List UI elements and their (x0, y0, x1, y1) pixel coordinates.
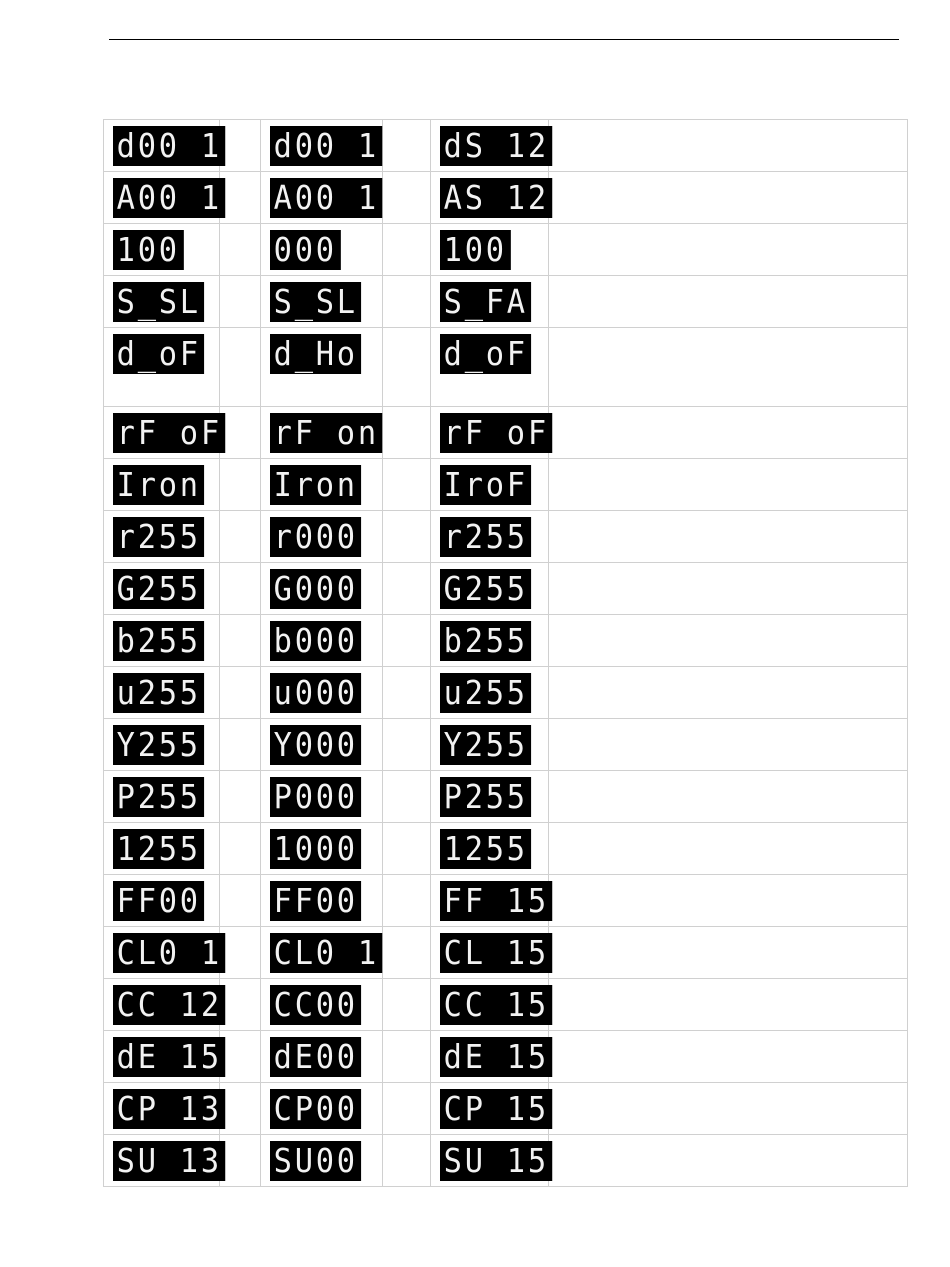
display-default-cell (104, 120, 220, 172)
description-cell (549, 667, 908, 719)
display-max-cell (431, 511, 549, 563)
menu-row (104, 667, 908, 719)
menu-row (104, 927, 908, 979)
display-default-lcd: FF00 (113, 881, 205, 921)
display-default-cell (104, 276, 220, 328)
spacer-cell (220, 120, 261, 172)
menu-row (104, 459, 908, 511)
menu-row (104, 771, 908, 823)
display-default-lcd: d_oF (113, 334, 205, 374)
spacer-cell (383, 224, 431, 276)
display-max-lcd: CL 15 (440, 933, 553, 973)
display-default-lcd: SU 13 (113, 1141, 226, 1181)
display-default-lcd: Iron (113, 465, 205, 505)
display-max-cell (431, 667, 549, 719)
description-cell (549, 1083, 908, 1135)
display-default-cell (104, 1031, 220, 1083)
description-cell (549, 459, 908, 511)
description-cell (549, 407, 908, 459)
display-max-cell (431, 719, 549, 771)
menu-row (104, 328, 908, 407)
display-default-lcd: G255 (113, 569, 205, 609)
display-max-cell (431, 120, 549, 172)
spacer-cell (220, 667, 261, 719)
spacer-cell (383, 511, 431, 563)
display-max-lcd: dE 15 (440, 1037, 553, 1077)
display-max-lcd: b255 (440, 621, 532, 661)
display-min-cell (261, 407, 383, 459)
description-cell (549, 979, 908, 1031)
spacer-cell (383, 1135, 431, 1187)
display-max-cell (431, 771, 549, 823)
display-default-lcd: 100 (113, 230, 183, 270)
display-default-lcd: b255 (113, 621, 205, 661)
display-min-cell (261, 1083, 383, 1135)
description-cell (549, 823, 908, 875)
display-default-lcd: rF oF (113, 413, 226, 453)
display-min-cell (261, 120, 383, 172)
menu-table-body (104, 120, 908, 1187)
menu-row (104, 875, 908, 927)
description-cell (549, 563, 908, 615)
spacer-cell (383, 719, 431, 771)
display-max-lcd: IroF (440, 465, 532, 505)
display-max-lcd: CC 15 (440, 985, 553, 1025)
display-min-lcd: A00 1 (270, 178, 383, 218)
display-min-lcd: r000 (270, 517, 362, 557)
display-min-cell (261, 1031, 383, 1083)
description-cell (549, 276, 908, 328)
display-default-cell (104, 563, 220, 615)
display-min-lcd: 1000 (270, 829, 362, 869)
menu-row (104, 1031, 908, 1083)
spacer-cell (383, 328, 431, 407)
display-min-lcd: dE00 (270, 1037, 362, 1077)
display-min-cell (261, 276, 383, 328)
display-default-cell (104, 1083, 220, 1135)
display-max-lcd: G255 (440, 569, 532, 609)
display-default-cell (104, 823, 220, 875)
display-max-lcd: CP 15 (440, 1089, 553, 1129)
spacer-cell (383, 563, 431, 615)
display-max-cell (431, 615, 549, 667)
display-min-lcd: CL0 1 (270, 933, 383, 973)
display-min-cell (261, 224, 383, 276)
display-max-cell (431, 224, 549, 276)
menu-row (104, 823, 908, 875)
display-default-cell (104, 407, 220, 459)
display-default-cell (104, 719, 220, 771)
spacer-cell (220, 615, 261, 667)
spacer-cell (220, 172, 261, 224)
spacer-cell (383, 667, 431, 719)
menu-row (104, 979, 908, 1031)
spacer-cell (383, 459, 431, 511)
display-max-lcd: rF oF (440, 413, 553, 453)
display-default-lcd: u255 (113, 673, 205, 713)
spacer-cell (220, 875, 261, 927)
display-min-lcd: 000 (270, 230, 340, 270)
spacer-cell (383, 875, 431, 927)
spacer-cell (220, 328, 261, 407)
display-max-cell (431, 407, 549, 459)
display-max-cell (431, 563, 549, 615)
display-default-cell (104, 1135, 220, 1187)
spacer-cell (220, 459, 261, 511)
description-cell (549, 1135, 908, 1187)
description-cell (549, 511, 908, 563)
menu-row (104, 563, 908, 615)
display-max-lcd: r255 (440, 517, 532, 557)
header-rule (109, 39, 899, 40)
display-default-lcd: CL0 1 (113, 933, 226, 973)
display-default-lcd: CC 12 (113, 985, 226, 1025)
spacer-cell (220, 224, 261, 276)
display-min-lcd: rF on (270, 413, 383, 453)
display-max-cell (431, 459, 549, 511)
display-max-lcd: SU 15 (440, 1141, 553, 1181)
display-min-cell (261, 511, 383, 563)
display-max-cell (431, 927, 549, 979)
display-default-cell (104, 875, 220, 927)
description-cell (549, 719, 908, 771)
description-cell (549, 771, 908, 823)
display-min-lcd: SU00 (270, 1141, 362, 1181)
display-min-cell (261, 771, 383, 823)
spacer-cell (220, 511, 261, 563)
menu-row (104, 719, 908, 771)
display-max-cell (431, 1031, 549, 1083)
spacer-cell (220, 719, 261, 771)
display-menu-table (103, 119, 908, 1187)
display-max-cell (431, 979, 549, 1031)
display-default-lcd: r255 (113, 517, 205, 557)
menu-row (104, 407, 908, 459)
display-default-cell (104, 328, 220, 407)
display-min-lcd: FF00 (270, 881, 362, 921)
display-min-cell (261, 563, 383, 615)
display-default-cell (104, 771, 220, 823)
description-cell (549, 120, 908, 172)
display-default-cell (104, 172, 220, 224)
spacer-cell (383, 823, 431, 875)
display-max-cell (431, 875, 549, 927)
display-min-lcd: P000 (270, 777, 362, 817)
display-max-cell (431, 823, 549, 875)
display-max-cell (431, 276, 549, 328)
display-max-lcd: dS 12 (440, 126, 553, 166)
display-max-cell (431, 328, 549, 407)
display-default-lcd: dE 15 (113, 1037, 226, 1077)
display-min-cell (261, 459, 383, 511)
spacer-cell (220, 979, 261, 1031)
spacer-cell (383, 120, 431, 172)
display-min-cell (261, 1135, 383, 1187)
spacer-cell (383, 1031, 431, 1083)
spacer-cell (383, 1083, 431, 1135)
menu-row (104, 120, 908, 172)
display-default-cell (104, 615, 220, 667)
menu-row (104, 172, 908, 224)
display-min-lcd: CC00 (270, 985, 362, 1025)
display-min-lcd: d00 1 (270, 126, 383, 166)
display-min-cell (261, 328, 383, 407)
display-default-cell (104, 667, 220, 719)
display-max-lcd: 1255 (440, 829, 532, 869)
description-cell (549, 224, 908, 276)
description-cell (549, 172, 908, 224)
spacer-cell (383, 172, 431, 224)
display-min-lcd: S_SL (270, 282, 362, 322)
display-min-cell (261, 172, 383, 224)
display-min-cell (261, 979, 383, 1031)
spacer-cell (220, 1083, 261, 1135)
menu-row (104, 224, 908, 276)
spacer-cell (220, 563, 261, 615)
display-min-lcd: b000 (270, 621, 362, 661)
display-default-lcd: d00 1 (113, 126, 226, 166)
display-min-lcd: u000 (270, 673, 362, 713)
menu-row (104, 276, 908, 328)
spacer-cell (383, 276, 431, 328)
menu-row (104, 511, 908, 563)
spacer-cell (220, 771, 261, 823)
display-default-lcd: P255 (113, 777, 205, 817)
display-min-cell (261, 927, 383, 979)
display-min-lcd: G000 (270, 569, 362, 609)
display-default-cell (104, 927, 220, 979)
display-min-cell (261, 667, 383, 719)
display-min-lcd: Iron (270, 465, 362, 505)
display-default-lcd: Y255 (113, 725, 205, 765)
spacer-cell (383, 927, 431, 979)
spacer-cell (383, 771, 431, 823)
spacer-cell (383, 979, 431, 1031)
display-min-cell (261, 615, 383, 667)
display-default-lcd: S_SL (113, 282, 205, 322)
display-min-cell (261, 823, 383, 875)
display-max-lcd: u255 (440, 673, 532, 713)
display-default-cell (104, 511, 220, 563)
description-cell (549, 927, 908, 979)
spacer-cell (220, 927, 261, 979)
spacer-cell (220, 823, 261, 875)
display-default-cell (104, 979, 220, 1031)
display-min-lcd: CP00 (270, 1089, 362, 1129)
display-max-lcd: FF 15 (440, 881, 553, 921)
menu-row (104, 1135, 908, 1187)
display-max-lcd: AS 12 (440, 178, 553, 218)
spacer-cell (383, 615, 431, 667)
menu-row (104, 1083, 908, 1135)
display-max-cell (431, 1135, 549, 1187)
display-max-lcd: Y255 (440, 725, 532, 765)
description-cell (549, 875, 908, 927)
display-default-cell (104, 459, 220, 511)
display-max-lcd: 100 (440, 230, 510, 270)
display-min-lcd: d_Ho (270, 334, 362, 374)
display-max-cell (431, 1083, 549, 1135)
spacer-cell (220, 1135, 261, 1187)
description-cell (549, 615, 908, 667)
display-max-cell (431, 172, 549, 224)
display-default-lcd: 1255 (113, 829, 205, 869)
display-max-lcd: P255 (440, 777, 532, 817)
menu-row (104, 615, 908, 667)
spacer-cell (220, 276, 261, 328)
display-min-cell (261, 875, 383, 927)
display-default-cell (104, 224, 220, 276)
display-max-lcd: S_FA (440, 282, 532, 322)
display-max-lcd: d_oF (440, 334, 532, 374)
display-default-lcd: CP 13 (113, 1089, 226, 1129)
spacer-cell (220, 1031, 261, 1083)
display-min-cell (261, 719, 383, 771)
description-cell (549, 328, 908, 407)
description-cell (549, 1031, 908, 1083)
spacer-cell (383, 407, 431, 459)
spacer-cell (220, 407, 261, 459)
display-default-lcd: A00 1 (113, 178, 226, 218)
display-min-lcd: Y000 (270, 725, 362, 765)
